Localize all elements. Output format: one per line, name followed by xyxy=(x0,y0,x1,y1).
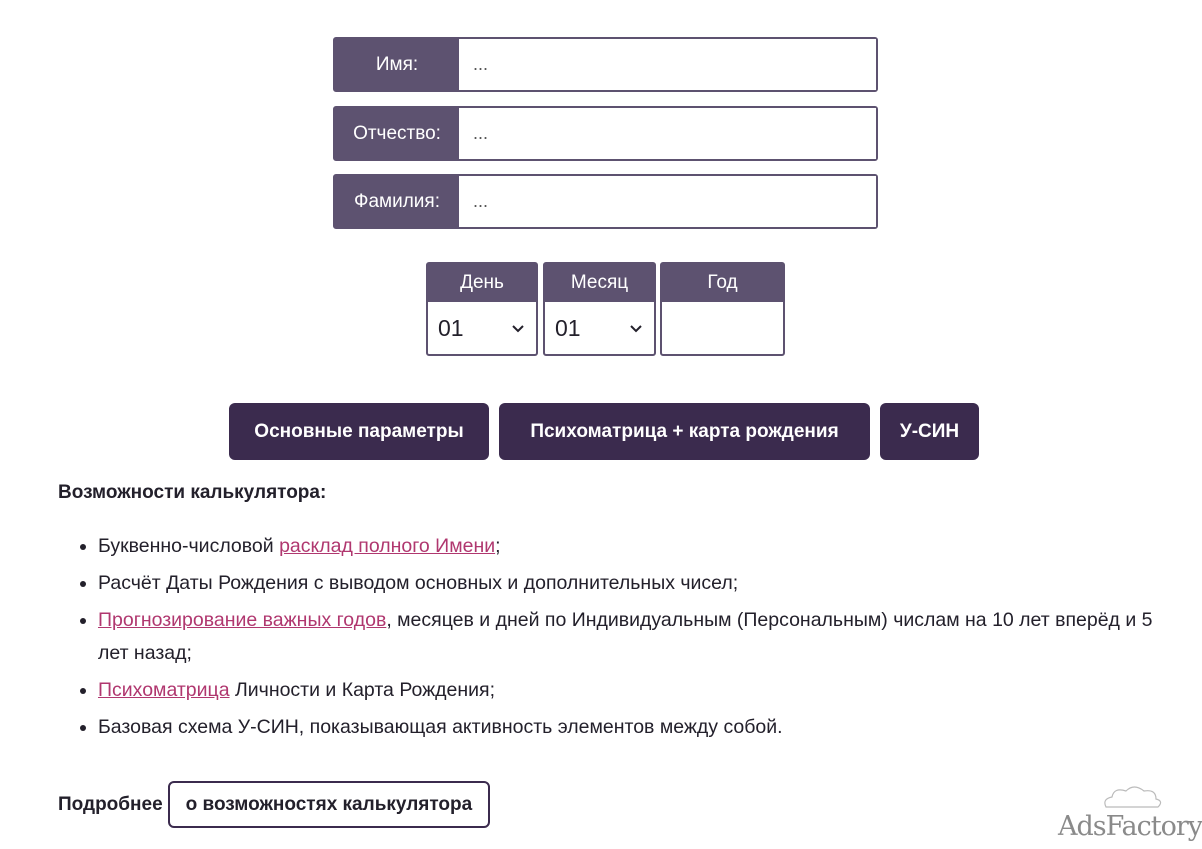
item-text: Буквенно-числовой xyxy=(98,535,280,557)
patronymic-input[interactable] xyxy=(459,108,876,159)
full-name-layout-link[interactable]: расклад полного Имени xyxy=(279,535,496,557)
item-text: , месяцев и дней по Индивидуальным (Персональным) числам на 10 лет вперёд и 5 лет назад; xyxy=(98,609,1153,664)
year-input[interactable] xyxy=(662,302,783,354)
year-input-group xyxy=(660,262,785,356)
patronymic-label: Отчество: xyxy=(335,108,459,159)
psychomatrix-link[interactable]: Психоматрица xyxy=(98,679,230,701)
month-select-group xyxy=(543,262,656,356)
more-info-row xyxy=(58,781,490,828)
item-text: Расчёт Даты Рождения с выводом основных и дополнительных чисел; xyxy=(98,572,739,594)
cloud-icon xyxy=(1098,783,1168,813)
first-name-input[interactable] xyxy=(459,39,876,90)
list-item xyxy=(98,567,1178,600)
usin-button[interactable]: У-СИН xyxy=(880,403,979,460)
item-text: Базовая схема У-СИН, показывающая активность элементов между собой. xyxy=(98,716,783,738)
last-name-label: Фамилия: xyxy=(335,176,459,227)
forecasting-link[interactable]: Прогнозирование важных годов xyxy=(98,609,387,631)
item-text: ; xyxy=(495,535,501,557)
psychomatrix-button[interactable]: Психоматрица + карта рождения xyxy=(499,403,870,460)
list-item xyxy=(98,674,1178,707)
list-item xyxy=(98,711,1178,744)
month-label: Месяц xyxy=(545,264,654,302)
more-label: Подробнее xyxy=(58,793,163,815)
list-item xyxy=(98,604,1178,670)
basic-params-button[interactable]: Основные параметры xyxy=(229,403,489,460)
day-select[interactable] xyxy=(428,302,536,354)
day-select-group xyxy=(426,262,538,356)
first-name-label: Имя: xyxy=(335,39,459,90)
day-value: 01 xyxy=(438,314,464,341)
features-heading: Возможности калькулятора: xyxy=(58,482,327,503)
list-item xyxy=(98,530,1178,563)
last-name-field xyxy=(333,174,878,229)
item-text: Личности и Карта Рождения; xyxy=(229,679,496,701)
watermark-text: AdsFactory xyxy=(1058,811,1202,842)
patronymic-field xyxy=(333,106,878,161)
adsfactory-logo xyxy=(1054,783,1202,847)
first-name-field xyxy=(333,37,878,92)
day-label: День xyxy=(428,264,536,302)
last-name-input[interactable] xyxy=(459,176,876,227)
chevron-down-icon xyxy=(628,320,644,336)
features-list xyxy=(58,530,1178,748)
more-info-button[interactable]: о возможностях калькулятора xyxy=(168,781,491,828)
month-value: 01 xyxy=(555,314,581,341)
year-label: Год xyxy=(662,264,783,302)
chevron-down-icon xyxy=(510,320,526,336)
month-select[interactable] xyxy=(545,302,654,354)
